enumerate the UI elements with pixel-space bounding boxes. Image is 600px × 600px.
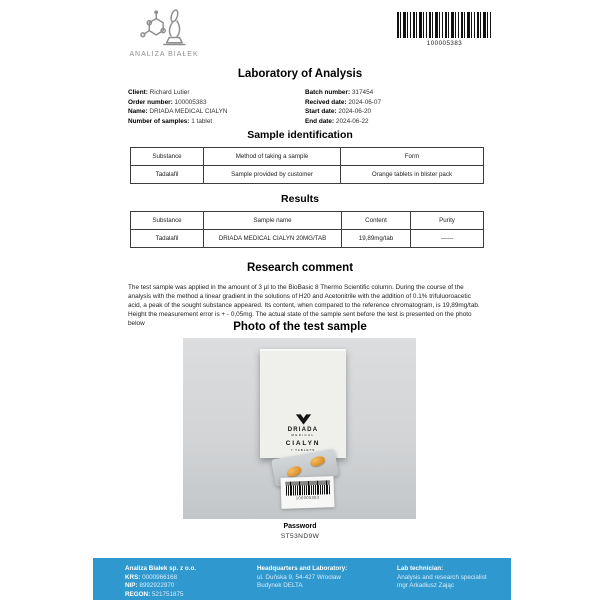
footer-company-row [125,582,196,591]
footer-company-row [125,591,196,600]
info-value: 317454 [351,89,374,96]
password-value: ST53ND9W [280,533,320,540]
barcode-bars [397,12,492,38]
box-brand-text: DRIADA [287,427,319,433]
column-header: Substance [131,148,204,166]
footer-technician-line: mgr Arkadiusz Zając [397,582,455,589]
section-heading-research-comment: Research comment [246,262,354,274]
password-block [0,523,600,540]
test-sample-photo [183,338,416,519]
info-value: 2024-06-22 [335,117,369,125]
footer-technician-line: Analysis and research specialist [397,573,487,581]
photo-barcode-sticker [280,476,334,509]
product-box [260,349,346,458]
info-row [128,107,227,117]
footer-technician-block [397,565,487,591]
column-header: Content [342,212,411,230]
info-value: 1 tablet [191,117,213,125]
footer-address-line: ul. Duńska 9, 54-427 Wrocław [257,573,341,581]
column-header: Form [341,148,484,166]
box-tablets-text: 7 TABLETS [290,448,316,452]
client-info-left [128,88,227,126]
table-cell: 19,89mg/tab [342,230,411,248]
info-row [128,98,227,108]
product-box-print [260,413,346,452]
info-label: Recived date: [305,98,347,106]
info-value: DRIADA MEDICAL CIALYN [149,108,228,115]
section-heading-photo: Photo of the test sample [233,321,367,333]
info-label: Number of samples: [128,117,190,125]
brand-logo-icon [295,413,312,426]
info-row [305,88,381,98]
company-logo [122,8,206,58]
research-comment-text: The test sample was applied in the amount of 3 µl to the BioBasic 8 Thermo Scientific column. During the course of the analysis with the method a linear gradient in the solutions of H20 and Acetonitrile with the addition of 0.1% trifuluoroacetic acid, a peak of the sought substance appeared. Its content, when compared to the reference chromatogram, is 19,89mg/tab. Height the measurement error is + - 0,05mg. The actual state of the sample sent before the test is presented on the photo below [128,284,480,327]
table-cell: Tadalafil [131,230,204,248]
results-table [130,211,484,248]
barcode-number: 100005383 [426,40,463,47]
table-cell: ------ [411,230,484,248]
table-cell: Orange tablets in blister pack [341,166,484,184]
footer-technician-title: Lab technician: [397,565,444,572]
footer-value: 8992922970 [139,582,175,589]
footer-label: NIP: [125,582,138,589]
password-label: Password [283,523,317,530]
info-value: Richard Lutier [149,89,190,96]
company-name: ANALIZA BIAŁEK [129,51,199,58]
info-row [305,107,381,117]
info-row [305,98,381,108]
footer-company-row [125,574,196,583]
info-label: Client: [128,89,148,96]
page-title: Laboratory of Analysis [237,68,363,80]
info-value: 2024-06-20 [338,108,372,115]
info-row [305,117,381,127]
footer-value: 0000966168 [142,573,178,581]
footer-company-name: Analiza Białek sp. z o.o. [125,565,197,572]
table-row [131,230,484,248]
column-header: Substance [131,212,204,230]
table-header-row [131,212,484,230]
sample-identification-table [130,147,484,184]
molecule-microscope-icon [138,8,190,48]
footer-headquarters-title: Headquarters and Laboratory: [257,565,348,572]
order-barcode [397,12,492,47]
section-heading-results: Results [281,193,319,205]
footer-company-block [125,565,196,599]
sticker-barcode-number: 100005383 [295,494,320,501]
orange-tablet [309,455,326,468]
column-header: Method of taking a sample [204,148,341,166]
table-row [131,166,484,184]
sticker-barcode-bars [285,480,329,496]
table-header-row [131,148,484,166]
info-row [128,117,227,127]
table-cell: Sample provided by customer [204,166,341,184]
footer-label: KRS: [125,573,141,581]
box-product-text: CIALYN [285,440,321,447]
info-value: 2024-06-07 [348,98,382,106]
footer-label: REGON: [125,590,151,598]
section-heading-sample-identification: Sample identification [247,129,353,141]
info-label: Start date: [305,108,337,115]
table-cell: DRIADA MEDICAL CIALYN 20MG/TAB [204,230,342,248]
table-cell: Tadalafil [131,166,204,184]
info-label: Batch number: [305,89,351,96]
column-header: Purity [411,212,484,230]
footer-value: 521751875 [151,590,184,598]
info-value: 100005383 [174,98,207,106]
info-row [128,88,227,98]
footer-headquarters-block [257,565,347,591]
column-header: Sample name [204,212,342,230]
footer-address-line: Budynek DELTA [257,582,303,589]
info-label: End date: [305,117,335,125]
box-sub-text: MEDICAL [291,433,315,437]
footer [93,558,511,600]
info-label: Name: [128,108,148,115]
client-info-right [305,88,381,126]
info-label: Order number: [128,98,173,106]
